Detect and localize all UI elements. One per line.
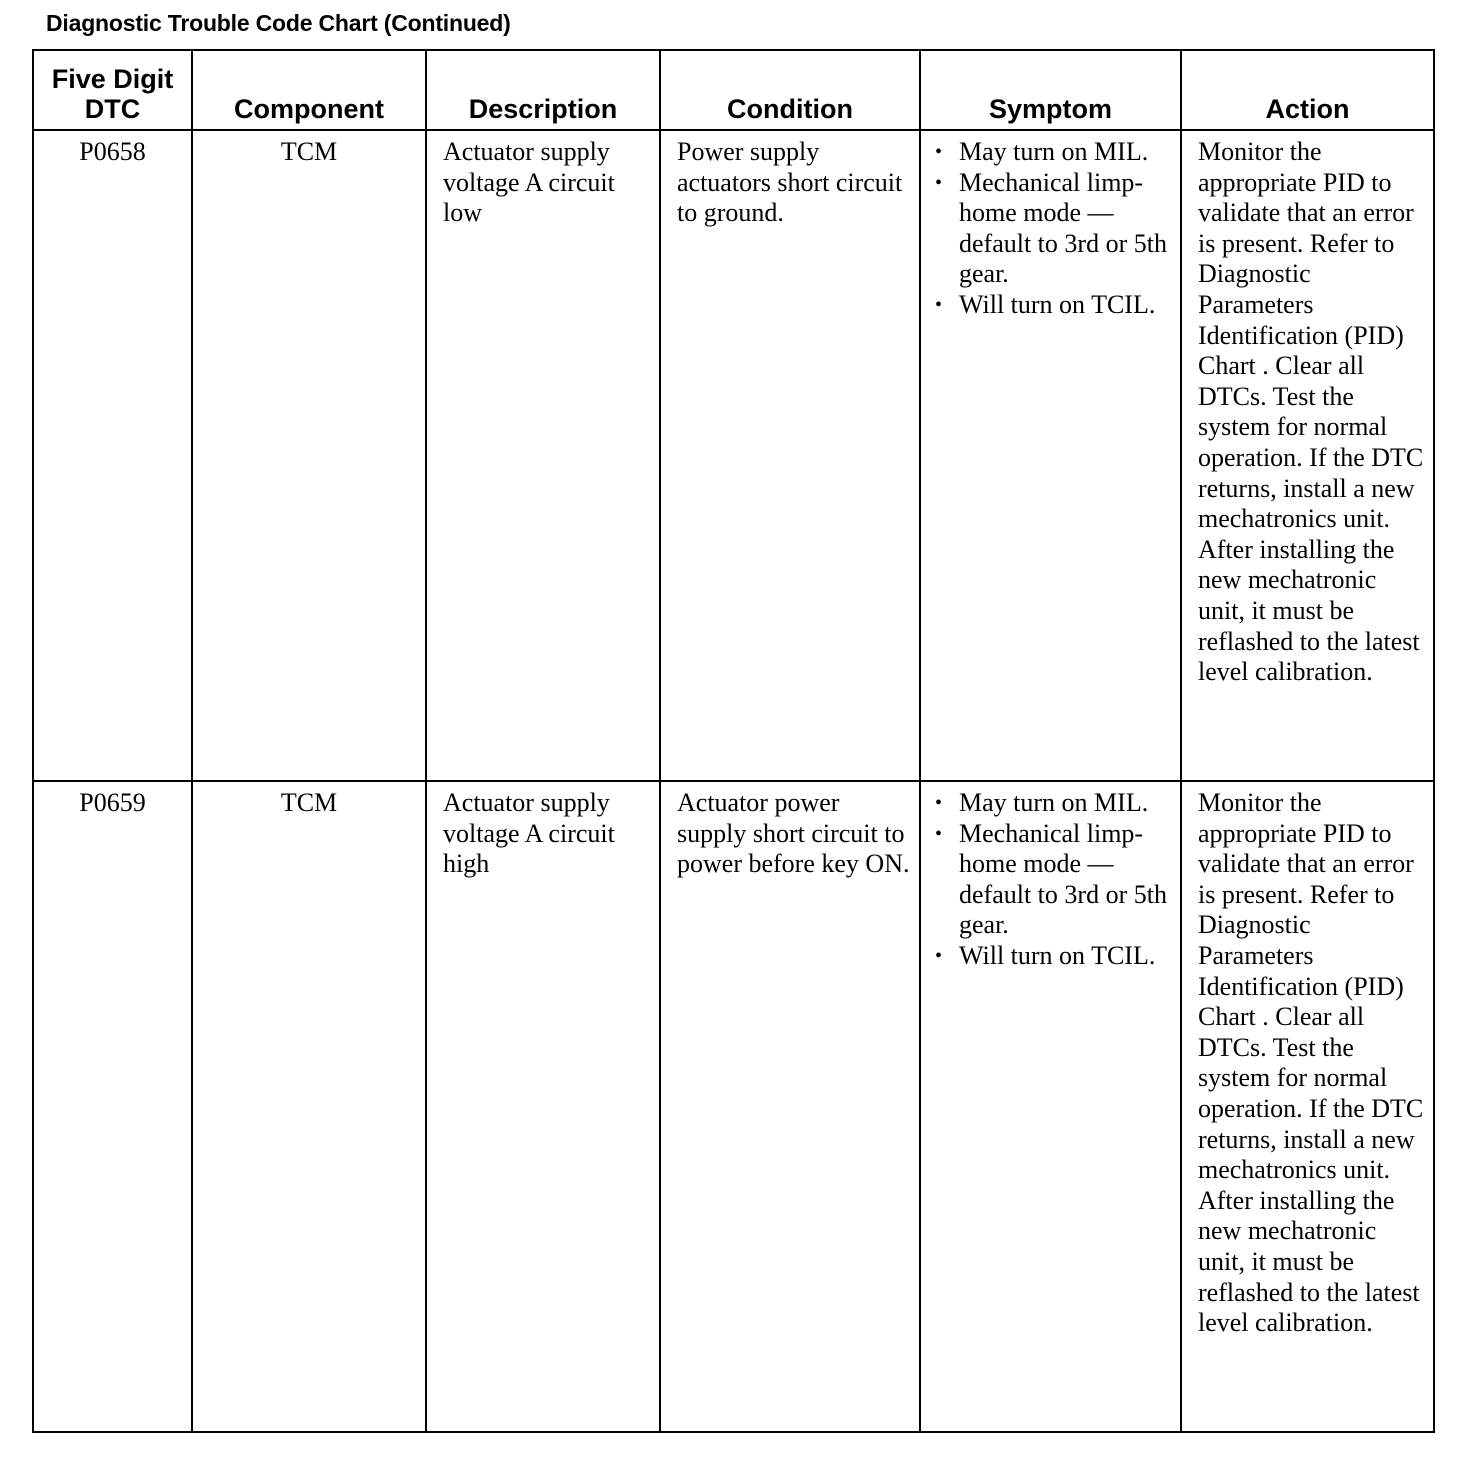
dtc-code-cell: P0659 (33, 781, 192, 1432)
header-action: Action (1181, 50, 1434, 130)
header-description: Description (426, 50, 660, 130)
dtc-code-cell: P0658 (33, 130, 192, 781)
header-five-digit-dtc (33, 50, 192, 130)
description-cell: Actuator supply voltage A circuit high (426, 781, 660, 1432)
header-dtc-line2: DTC (84, 94, 141, 124)
action-cell: Monitor the appropriate PID to validate that an error is present. Refer to Diagnostic Parameters Identification (PID) Chart . Clear all DTCs. Test the system for normal operation. If the DTC returns, install a new mechatronics unit. After installing the new mechatronic unit, it must be reflashed to the latest level calibration. (1181, 130, 1434, 781)
symptom-text: May turn on MIL. (959, 788, 1149, 817)
component-cell: TCM (192, 781, 426, 1432)
bullet-icon: • (935, 141, 943, 163)
symptom-item (935, 290, 1176, 321)
component-cell: TCM (192, 130, 426, 781)
action-cell: Monitor the appropriate PID to validate that an error is present. Refer to Diagnostic Parameters Identification (PID) Chart . Clear all DTCs. Test the system for normal operation. If the DTC returns, install a new mechatronics unit. After installing the new mechatronic unit, it must be reflashed to the latest level calibration. (1181, 781, 1434, 1432)
bullet-icon: • (935, 822, 943, 845)
condition-cell: Actuator power supply short circuit to power before key ON. (660, 781, 920, 1432)
symptom-text: Mechanical limp-home mode — default to 3rd or 5th gear. (959, 167, 1167, 289)
header-condition: Condition (660, 50, 920, 130)
symptom-item (935, 137, 1176, 168)
bullet-icon: • (935, 293, 943, 316)
symptom-text: May turn on MIL. (959, 137, 1149, 166)
description-cell: Actuator supply voltage A circuit low (426, 130, 660, 781)
symptom-cell (920, 130, 1181, 781)
header-dtc-line1: Five Digit (51, 64, 174, 94)
symptom-item (935, 788, 1176, 819)
condition-cell: Power supply actuators short circuit to ground. (660, 130, 920, 781)
symptom-text: Will turn on TCIL. (959, 289, 1156, 319)
symptom-item (935, 819, 1176, 941)
page-title: Diagnostic Trouble Code Chart (Continued) (46, 10, 511, 36)
dtc-table (32, 49, 1435, 1433)
table-row (33, 781, 1434, 1432)
table-row (33, 130, 1434, 781)
symptom-cell (920, 781, 1181, 1432)
bullet-icon: • (935, 792, 943, 814)
table-header-row (33, 50, 1434, 130)
symptom-text: Mechanical limp-home mode — default to 3rd or 5th gear. (959, 818, 1167, 940)
symptom-item (935, 941, 1176, 972)
symptom-list (935, 788, 1176, 972)
bullet-icon: • (935, 171, 943, 194)
header-component: Component (192, 50, 426, 130)
header-symptom: Symptom (920, 50, 1181, 130)
symptom-text: Will turn on TCIL. (959, 940, 1156, 970)
symptom-list (935, 137, 1176, 321)
symptom-item (935, 168, 1176, 290)
bullet-icon: • (935, 944, 943, 967)
